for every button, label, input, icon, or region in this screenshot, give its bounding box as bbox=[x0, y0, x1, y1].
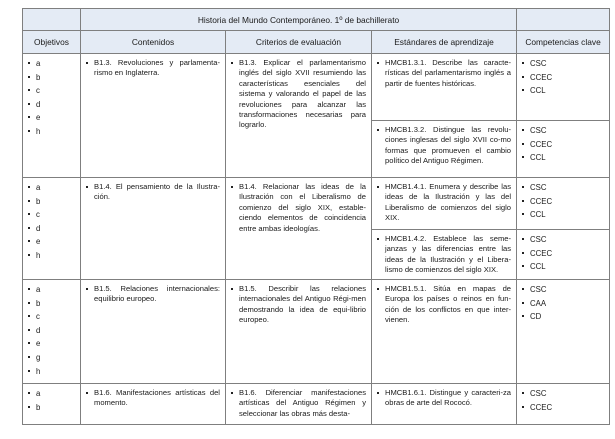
objetivo-label: e bbox=[36, 237, 41, 247]
criterio-item bbox=[226, 178, 371, 237]
bullet-square-icon bbox=[86, 186, 88, 188]
bullet-square-icon bbox=[28, 356, 30, 358]
competencia-label: CSC bbox=[530, 59, 547, 68]
objetivo-label: a bbox=[36, 389, 41, 398]
estandar-text: HMCB1.6.1. Distingue y caracteri-za obras de arte del Rococó. bbox=[385, 388, 512, 408]
estandares-cell bbox=[372, 54, 517, 178]
competencias-cell bbox=[517, 178, 610, 280]
objetivo-item bbox=[28, 337, 80, 351]
bullet-square-icon bbox=[377, 392, 379, 394]
title-row bbox=[23, 9, 610, 31]
criterio-item bbox=[226, 384, 371, 422]
bullet-square-icon bbox=[522, 200, 524, 202]
objetivo-item bbox=[28, 235, 80, 249]
criterios-cell bbox=[226, 280, 372, 384]
bullet-square-icon bbox=[28, 186, 30, 188]
contenido-text: B1.5. Relaciones internacionales: equilibrio europeo. bbox=[94, 284, 220, 304]
competencia-label: CSC bbox=[530, 183, 547, 192]
objetivo-label: b bbox=[36, 196, 41, 206]
competencia-item bbox=[522, 138, 609, 152]
bullet-square-icon bbox=[28, 254, 30, 256]
estandar-item bbox=[372, 280, 516, 383]
bullet-square-icon bbox=[86, 392, 88, 394]
bullet-square-icon bbox=[522, 238, 524, 240]
bullet-square-icon bbox=[522, 315, 524, 317]
bullet-square-icon bbox=[522, 89, 524, 91]
bullet-square-icon bbox=[377, 186, 379, 188]
competencia-label: CD bbox=[530, 312, 542, 322]
competencia-item bbox=[522, 247, 609, 261]
bullet-square-icon bbox=[522, 392, 524, 394]
objetivo-label: h bbox=[36, 250, 41, 260]
objetivo-item bbox=[28, 57, 80, 71]
objetivo-item bbox=[28, 111, 80, 125]
bullet-square-icon bbox=[28, 200, 30, 202]
objetivo-item bbox=[28, 387, 80, 401]
bullet-square-icon bbox=[28, 342, 30, 344]
competencias-list bbox=[517, 54, 609, 98]
competencias-list bbox=[517, 178, 609, 222]
competencia-item bbox=[522, 387, 609, 401]
objetivos-cell bbox=[23, 384, 81, 425]
contenido-item bbox=[81, 178, 225, 206]
header-blank-cell bbox=[23, 9, 81, 31]
contenido-item bbox=[81, 54, 225, 82]
objetivo-label: a bbox=[36, 59, 41, 68]
objetivos-cell bbox=[23, 54, 81, 178]
competencias-cell bbox=[517, 384, 610, 425]
competencia-label: CCL bbox=[530, 153, 546, 163]
contenido-text: B1.6. Manifestaciones artísticas del momento. bbox=[94, 388, 220, 408]
objetivo-label: b bbox=[36, 72, 41, 82]
header-competencias: Competencias clave bbox=[517, 31, 610, 54]
objetivo-label: d bbox=[36, 223, 41, 233]
estandar-item bbox=[372, 384, 516, 424]
objetivo-item bbox=[28, 195, 80, 209]
bullet-square-icon bbox=[28, 213, 30, 215]
bullet-square-icon bbox=[522, 213, 524, 215]
bullet-square-icon bbox=[28, 302, 30, 304]
competencia-label: CCEC bbox=[530, 139, 553, 149]
competencia-label: CSC bbox=[530, 126, 547, 135]
bullet-square-icon bbox=[522, 302, 524, 304]
competencia-item bbox=[522, 233, 609, 247]
objetivo-item bbox=[28, 283, 80, 297]
objetivo-label: a bbox=[36, 183, 41, 192]
objetivo-label: c bbox=[36, 86, 40, 96]
competencia-label: CSC bbox=[530, 285, 547, 294]
objetivo-item bbox=[28, 222, 80, 236]
estandar-text: HMCB1.4.2. Establece las seme-janzas y las diferencias entre las ideas de la Ilustración y el Libera-lismo de comienzos del siglo XIX. bbox=[385, 234, 512, 275]
bullet-square-icon bbox=[28, 370, 30, 372]
bullet-square-icon bbox=[28, 89, 30, 91]
estandar-item bbox=[372, 54, 516, 120]
bullet-square-icon bbox=[522, 143, 524, 145]
objetivos-list bbox=[23, 384, 80, 414]
bullet-square-icon bbox=[231, 392, 233, 394]
bullet-square-icon bbox=[377, 62, 379, 64]
header-objetivos: Objetivos bbox=[23, 31, 81, 54]
bullet-square-icon bbox=[522, 265, 524, 267]
bullet-square-icon bbox=[231, 186, 233, 188]
bullet-square-icon bbox=[377, 288, 379, 290]
curriculum-table bbox=[22, 8, 610, 425]
table-row bbox=[23, 54, 610, 178]
bullet-square-icon bbox=[522, 129, 524, 131]
objetivo-item bbox=[28, 208, 80, 222]
criterio-text: B1.5. Describir las relaciones internacionales del Antiguo Régi-men demostrando la idea de equi-librio europeo. bbox=[239, 284, 366, 325]
objetivo-item bbox=[28, 249, 80, 263]
bullet-square-icon bbox=[28, 406, 30, 408]
competencia-item bbox=[522, 310, 609, 324]
header-row bbox=[23, 31, 610, 54]
competencia-item bbox=[522, 124, 609, 138]
objetivo-label: b bbox=[36, 402, 41, 412]
bullet-square-icon bbox=[86, 288, 88, 290]
criterios-cell bbox=[226, 384, 372, 425]
bullet-square-icon bbox=[28, 62, 30, 64]
objetivo-item bbox=[28, 351, 80, 365]
bullet-square-icon bbox=[28, 76, 30, 78]
criterios-cell bbox=[226, 54, 372, 178]
bullet-square-icon bbox=[522, 76, 524, 78]
bullet-square-icon bbox=[28, 315, 30, 317]
competencia-item bbox=[522, 84, 609, 98]
estandar-text: HMCB1.5.1. Sitúa en mapas de Europa los países o reinos en fun-ción de los conflictos en que inter-vienen. bbox=[385, 284, 512, 325]
criterio-item bbox=[226, 54, 371, 134]
contenidos-cell bbox=[81, 54, 226, 178]
bullet-square-icon bbox=[522, 252, 524, 254]
objetivo-item bbox=[28, 297, 80, 311]
estandar-text: HMCB1.3.2. Distingue las revolu-ciones inglesas del siglo XVII co-mo formas que promueven el cambio político del Antiguo Régimen. bbox=[385, 125, 512, 166]
competencias-list bbox=[517, 230, 609, 274]
bullet-square-icon bbox=[522, 406, 524, 408]
criterios-cell bbox=[226, 178, 372, 280]
table-row bbox=[23, 178, 610, 280]
estandar-item bbox=[372, 229, 516, 279]
objetivo-label: c bbox=[36, 210, 40, 220]
competencia-item bbox=[522, 260, 609, 274]
header-criterios: Criterios de evaluación bbox=[226, 31, 372, 54]
bullet-square-icon bbox=[231, 62, 233, 64]
competencias-group bbox=[517, 280, 609, 383]
objetivo-label: c bbox=[36, 312, 40, 322]
objetivos-cell bbox=[23, 178, 81, 280]
criterio-text: B1.6. Diferenciar manifestaciones artísticas del Antiguo Régimen y seleccionar las obras más desta- bbox=[239, 388, 366, 418]
competencias-list bbox=[517, 384, 609, 414]
competencias-group bbox=[517, 229, 609, 279]
objetivo-label: e bbox=[36, 339, 41, 349]
competencia-label: CSC bbox=[530, 235, 547, 244]
objetivo-item bbox=[28, 125, 80, 139]
objetivo-label: d bbox=[36, 325, 41, 335]
estandares-cell bbox=[372, 280, 517, 384]
competencia-label: CCL bbox=[530, 262, 546, 272]
header-blank-cell bbox=[517, 9, 610, 31]
competencias-group bbox=[517, 54, 609, 120]
bullet-square-icon bbox=[28, 116, 30, 118]
objetivo-label: a bbox=[36, 285, 41, 294]
contenido-item bbox=[81, 280, 225, 308]
objetivo-item bbox=[28, 84, 80, 98]
contenido-text: B1.3. Revoluciones y parlamenta-rismo en Inglaterra. bbox=[94, 58, 220, 78]
competencia-item bbox=[522, 71, 609, 85]
competencia-label: CCEC bbox=[530, 196, 553, 206]
objetivo-item bbox=[28, 401, 80, 415]
objetivo-label: e bbox=[36, 113, 41, 123]
criterio-item bbox=[226, 280, 371, 329]
criterio-text: B1.3. Explicar el parlamentarismo inglés del siglo XVII resumiendo las características esenciales del sistema y valorando el papel de las revoluciones para alcanzar las transformaciones necesarias para lograrlo. bbox=[239, 58, 366, 130]
bullet-square-icon bbox=[28, 227, 30, 229]
bullet-square-icon bbox=[231, 288, 233, 290]
competencia-item bbox=[522, 57, 609, 71]
header-contenidos: Contenidos bbox=[81, 31, 226, 54]
bullet-square-icon bbox=[28, 103, 30, 105]
competencias-cell bbox=[517, 54, 610, 178]
competencias-list bbox=[517, 121, 609, 165]
bullet-square-icon bbox=[522, 156, 524, 158]
competencias-group bbox=[517, 384, 609, 424]
competencia-item bbox=[522, 181, 609, 195]
estandar-text: HMCB1.4.1. Enumera y describe las ideas de la Ilustración y las del Liberalismo de comienzos del siglo XIX. bbox=[385, 182, 512, 223]
estandares-cell bbox=[372, 384, 517, 425]
header-estandares: Estándares de aprendizaje bbox=[372, 31, 517, 54]
table-row bbox=[23, 384, 610, 425]
objetivo-item bbox=[28, 324, 80, 338]
estandar-text: HMCB1.3.1. Describe las caracte-rísticas del parlamentarismo inglés a partir de fuentes históricas. bbox=[385, 58, 512, 88]
competencia-item bbox=[522, 297, 609, 311]
table-row bbox=[23, 280, 610, 384]
competencias-cell bbox=[517, 280, 610, 384]
objetivos-cell bbox=[23, 280, 81, 384]
competencia-item bbox=[522, 283, 609, 297]
bullet-square-icon bbox=[28, 329, 30, 331]
competencias-group bbox=[517, 120, 609, 177]
bullet-square-icon bbox=[522, 288, 524, 290]
estandar-item bbox=[372, 178, 516, 229]
contenido-text: B1.4. El pensamiento de la Ilustra-ción. bbox=[94, 182, 220, 202]
competencia-item bbox=[522, 195, 609, 209]
contenidos-cell bbox=[81, 178, 226, 280]
bullet-square-icon bbox=[28, 288, 30, 290]
objetivo-label: h bbox=[36, 366, 41, 376]
competencias-list bbox=[517, 280, 609, 324]
contenidos-cell bbox=[81, 384, 226, 425]
objetivo-item bbox=[28, 310, 80, 324]
competencia-label: CCL bbox=[530, 86, 546, 96]
objetivo-label: h bbox=[36, 126, 41, 136]
competencia-item bbox=[522, 151, 609, 165]
bullet-square-icon bbox=[28, 130, 30, 132]
competencia-label: CCEC bbox=[530, 402, 553, 412]
bullet-square-icon bbox=[522, 62, 524, 64]
objetivo-item bbox=[28, 181, 80, 195]
competencia-item bbox=[522, 208, 609, 222]
bullet-square-icon bbox=[28, 240, 30, 242]
competencias-group bbox=[517, 178, 609, 229]
competencia-label: CCEC bbox=[530, 248, 553, 258]
contenidos-cell bbox=[81, 280, 226, 384]
bullet-square-icon bbox=[377, 238, 379, 240]
bullet-square-icon bbox=[377, 129, 379, 131]
competencia-label: CCL bbox=[530, 210, 546, 220]
estandares-cell bbox=[372, 178, 517, 280]
objetivos-list bbox=[23, 178, 80, 263]
bullet-square-icon bbox=[86, 62, 88, 64]
criterio-text: B1.4. Relacionar las ideas de la Ilustración con el Liberalismo de comienzo del siglo XIX, estable-ciendo elementos de coincidencia entre ambas ideologías. bbox=[239, 182, 366, 233]
objetivo-label: b bbox=[36, 298, 41, 308]
competencia-item bbox=[522, 401, 609, 415]
objetivo-item bbox=[28, 365, 80, 379]
estandar-item bbox=[372, 120, 516, 177]
objetivos-list bbox=[23, 280, 80, 378]
table-body bbox=[23, 54, 610, 425]
objetivos-list bbox=[23, 54, 80, 139]
bullet-square-icon bbox=[522, 186, 524, 188]
objetivo-item bbox=[28, 98, 80, 112]
competencia-label: CCEC bbox=[530, 72, 553, 82]
objetivo-item bbox=[28, 71, 80, 85]
bullet-square-icon bbox=[28, 392, 30, 394]
competencia-label: CAA bbox=[530, 298, 547, 308]
table-title: Historia del Mundo Contemporáneo. 1º de bachillerato bbox=[81, 9, 517, 31]
competencia-label: CSC bbox=[530, 389, 547, 398]
contenido-item bbox=[81, 384, 225, 412]
objetivo-label: d bbox=[36, 99, 41, 109]
objetivo-label: g bbox=[36, 352, 41, 362]
